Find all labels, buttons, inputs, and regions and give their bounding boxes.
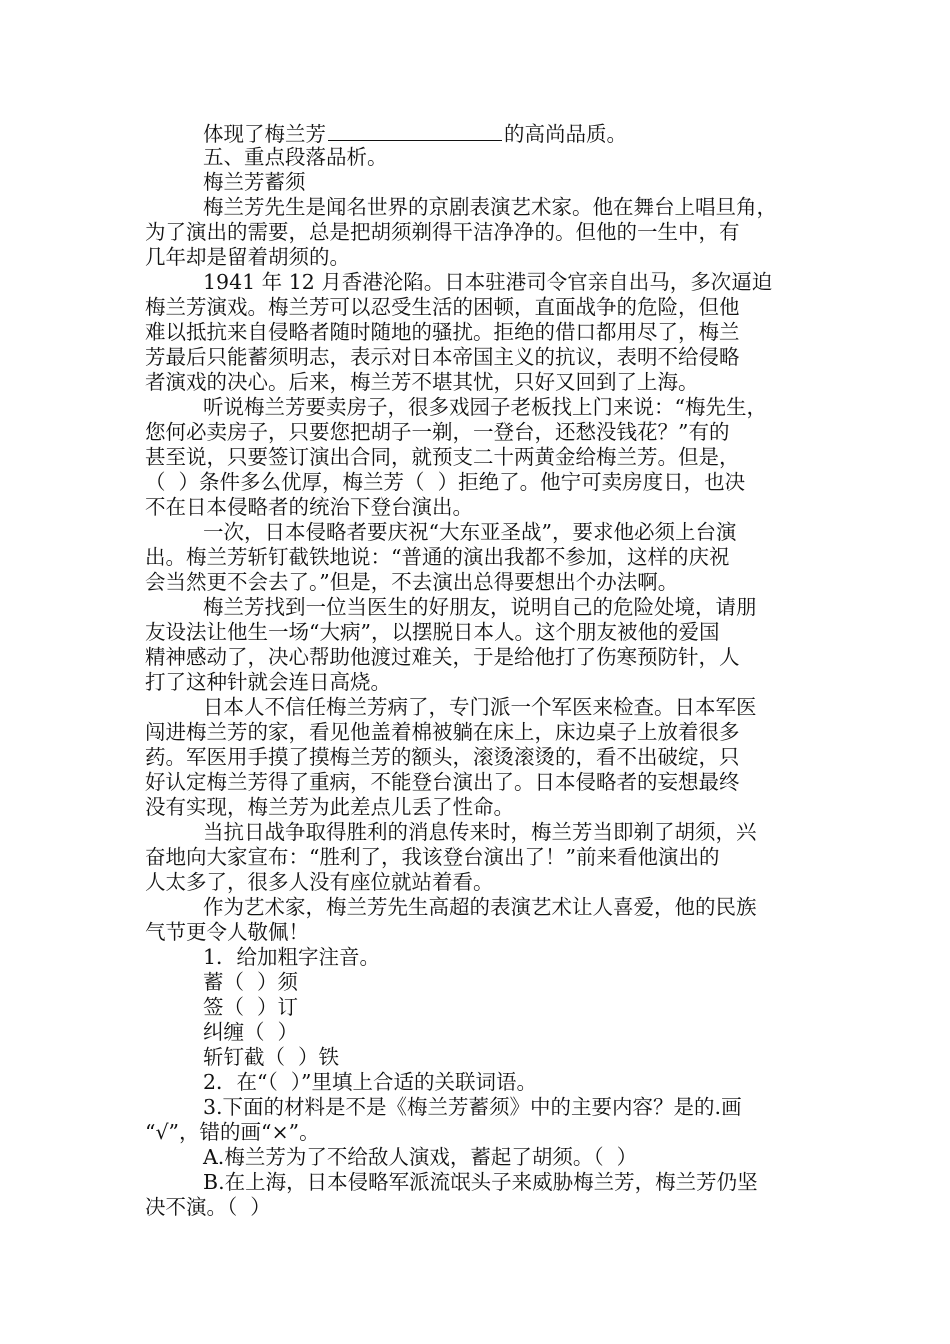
text-line: 打了这种针就会连日高烧。 bbox=[145, 670, 391, 694]
text-line: 为了演出的需要，总是把胡须剃得干洁净净的。但他的一生中，有 bbox=[145, 220, 740, 244]
fill-blank-after: 的高尚品质。 bbox=[504, 122, 627, 146]
text-line: 没有实现，梅兰芳为此差点儿丢了性命。 bbox=[145, 795, 514, 819]
text-line: 奋地向大家宣布：“胜利了，我该登台演出了！”前来看他演出的 bbox=[145, 845, 720, 869]
text-line: 作为艺术家，梅兰芳先生高超的表演艺术让人喜爱，他的民族 bbox=[203, 895, 757, 919]
question-3: 3.下面的材料是不是《梅兰芳蓄须》中的主要内容？是的.画 bbox=[203, 1095, 742, 1119]
text-line: 梅兰芳演戏。梅兰芳可以忍受生活的困顿，直面战争的危险，但他 bbox=[145, 295, 740, 319]
answer-blank[interactable] bbox=[328, 120, 502, 141]
text-line: 难以抵抗来自侵略者随时随地的骚扰。拒绝的借口都用尽了，梅兰 bbox=[145, 320, 740, 344]
pinyin-item: 蓄（ ）须 bbox=[203, 970, 299, 994]
text-line: 友设法让他生一场“大病”，以摆脱日本人。这个朋友被他的爱国 bbox=[145, 620, 720, 644]
text-line: 精神感动了，决心帮助他渡过难关，于是给他打了伤寒预防针，人 bbox=[145, 645, 740, 669]
text-line: 出。梅兰芳斩钉截铁地说：“普通的演出我都不参加，这样的庆祝 bbox=[145, 545, 730, 569]
text-line: 甚至说，只要签订演出合同，就预支二十两黄金给梅兰芳。但是， bbox=[145, 445, 740, 469]
text-line: 闯进梅兰芳的家，看见他盖着棉被躺在床上，床边桌子上放着很多 bbox=[145, 720, 740, 744]
option-b: B.在上海，日本侵略军派流氓头子来威胁梅兰芳，梅兰芳仍坚 bbox=[203, 1170, 758, 1194]
text-line: 几年却是留着胡须的。 bbox=[145, 245, 350, 269]
text-line: 当抗日战争取得胜利的消息传来时，梅兰芳当即剃了胡须，兴 bbox=[203, 820, 757, 844]
section-heading: 五、重点段落品析。 bbox=[203, 145, 388, 169]
text-line: 1941 年 12 月香港沦陷。日本驻港司令官亲自出马，多次逼迫 bbox=[203, 270, 773, 294]
option-a: A.梅兰芳为了不给敌人演戏，蓄起了胡须。（ ） bbox=[203, 1145, 638, 1169]
text-line: 您何必卖房子，只要您把胡子一剃，一登台，还愁没钱花？”有的 bbox=[145, 420, 730, 444]
text-line: 药。军医用手摸了摸梅兰芳的额头，滚烫滚烫的，看不出破绽，只 bbox=[145, 745, 740, 769]
pinyin-item: 纠缠（ ） bbox=[203, 1020, 299, 1044]
question-2: 2．在“（ ）”里填上合适的关联词语。 bbox=[203, 1070, 538, 1094]
text-line: 者演戏的决心。后来，梅兰芳不堪其忧，只好又回到了上海。 bbox=[145, 370, 699, 394]
text-line: “√”，错的画“×”。 bbox=[145, 1120, 320, 1144]
text-line: 会当然更不会去了。”但是，不去演出总得要想出个办法啊。 bbox=[145, 570, 679, 594]
article-title: 梅兰芳蓄须 bbox=[203, 170, 306, 194]
text-line: 一次，日本侵略者要庆祝“大东亚圣战”，要求他必须上台演 bbox=[203, 520, 737, 544]
document-page bbox=[145, 120, 815, 1220]
text-line: 人太多了，很多人没有座位就站着看。 bbox=[145, 870, 494, 894]
text-line: 芳最后只能蓄须明志，表示对日本帝国主义的抗议，表明不给侵略 bbox=[145, 345, 740, 369]
question-1: 1．给加粗字注音。 bbox=[203, 945, 381, 969]
fill-blank-before: 体现了梅兰芳 bbox=[203, 122, 326, 146]
text-line: 不在日本侵略者的统治下登台演出。 bbox=[145, 495, 473, 519]
pinyin-item: 斩钉截（ ）铁 bbox=[203, 1045, 340, 1069]
pinyin-item: 签（ ）订 bbox=[203, 995, 299, 1019]
text-line: 气节更令人敬佩！ bbox=[145, 920, 309, 944]
text-line: 决不演。（ ） bbox=[145, 1195, 271, 1219]
text-line: 好认定梅兰芳得了重病，不能登台演出了。日本侵略者的妄想最终 bbox=[145, 770, 740, 794]
text-line: 梅兰芳先生是闻名世界的京剧表演艺术家。他在舞台上唱旦角， bbox=[203, 195, 777, 219]
text-line: （ ）条件多么优厚，梅兰芳（ ）拒绝了。他宁可卖房度日，也决 bbox=[145, 470, 746, 494]
text-line: 听说梅兰芳要卖房子，很多戏园子老板找上门来说：“梅先生， bbox=[203, 395, 767, 419]
text-line: 梅兰芳找到一位当医生的好朋友，说明自己的危险处境，请朋 bbox=[203, 595, 757, 619]
fill-blank-line bbox=[145, 120, 815, 145]
text-line: 日本人不信任梅兰芳病了，专门派一个军医来检查。日本军医 bbox=[203, 695, 757, 719]
